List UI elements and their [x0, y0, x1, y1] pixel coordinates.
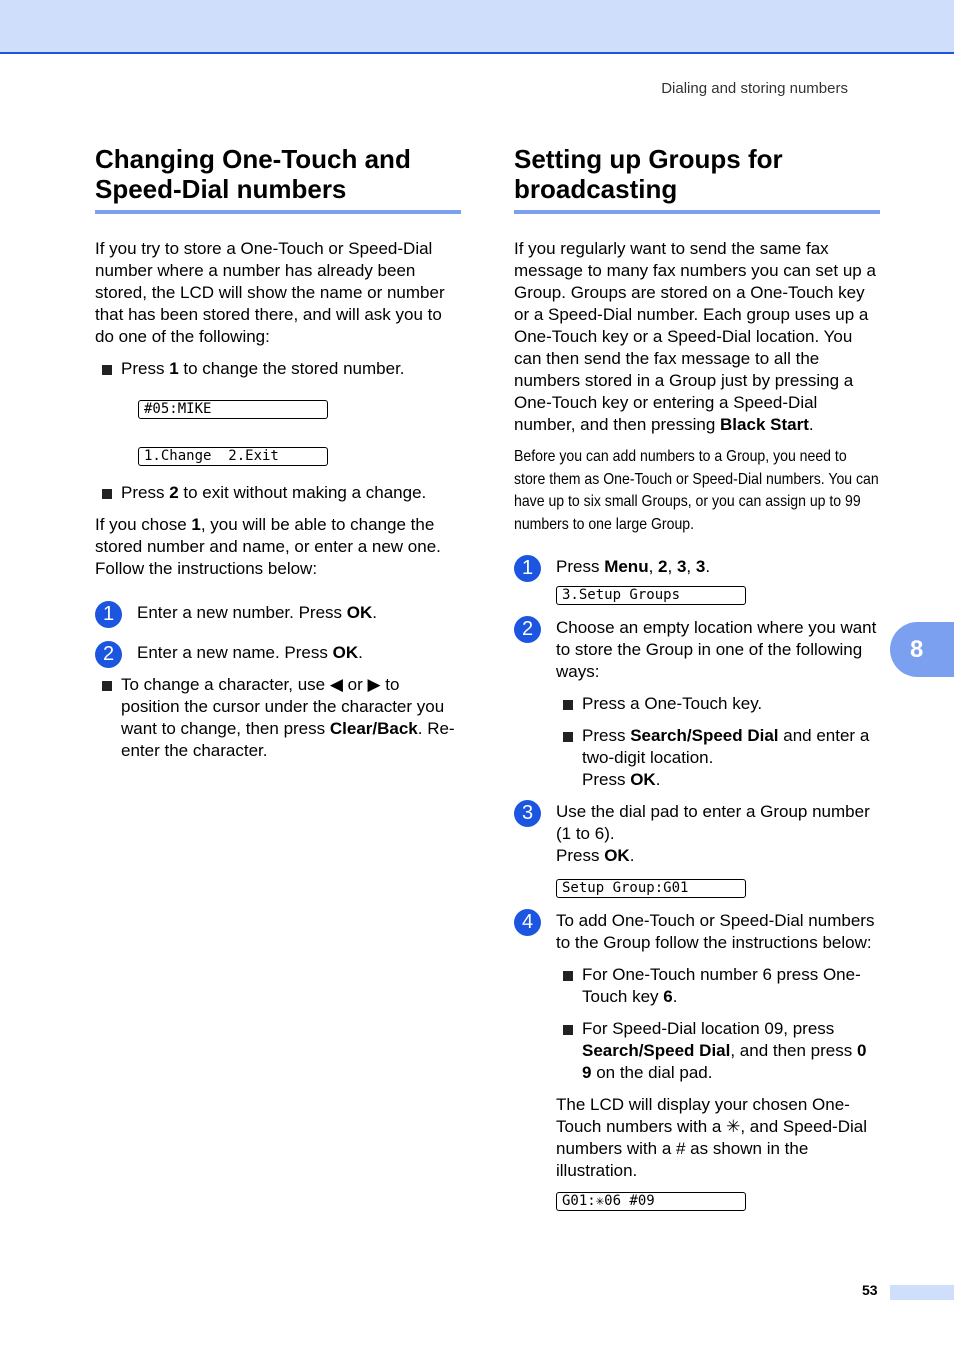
right-column [514, 144, 880, 1211]
bullet-square-icon [563, 971, 573, 981]
bullet-square-icon [102, 365, 112, 375]
lcd-display: 1.Change 2.Exit [138, 447, 328, 466]
star-icon: ✳ [726, 1117, 741, 1136]
bullet-square-icon [563, 700, 573, 710]
intro-paragraph: If you try to store a One-Touch or Speed-Dial number where a number has already been stored, the LCD will show the name or number that has been stored there, and will ask you to do one of the following: [95, 239, 445, 346]
running-title: Dialing and storing numbers [661, 80, 848, 97]
bullet-change-character: To change a character, use ◀ or ▶ to position the cursor under the character you want to change, then press Clear/Back. Re-enter the character. [95, 674, 461, 762]
bullet-speed-dial-location: For Speed-Dial location 09, press Search/Speed Dial, and then press 0 9 on the dial pad. [556, 1018, 880, 1084]
bullet-square-icon [102, 489, 112, 499]
bullet-square-icon [102, 681, 112, 691]
section-title-changing-numbers: Changing One-Touch and Speed-Dial numbers [95, 144, 461, 214]
lcd-display: G01:✳06 #09 [556, 1192, 746, 1211]
step-number-icon: 2 [514, 616, 541, 643]
step-3: 3 Use the dial pad to enter a Group number (1 to 6). Press OK. [514, 801, 880, 867]
step-1: 1 Enter a new number. Press OK. [95, 602, 461, 624]
lcd-display: Setup Group:G01 [556, 879, 746, 898]
header-bar [0, 0, 954, 54]
bullet-press-1: Press 1 to change the stored number. [95, 358, 461, 380]
lcd-display-explanation: The LCD will display your chosen One-Touch numbers with a ✳, and Speed-Dial numbers with a # as shown in the illustration. [556, 1095, 867, 1180]
page-number-bar [890, 1285, 954, 1300]
bullet-square-icon [563, 732, 573, 742]
bullet-press-one-touch: Press a One-Touch key. [556, 693, 880, 715]
chapter-tab: 8 [890, 622, 954, 677]
groups-intro-paragraph: If you regularly want to send the same fax message to many fax numbers you can set up a Group. Groups are stored on a One-Touch key or a Speed-Dial number. Each group uses up a One-Touch key or a Speed-Dial location. You can then send the fax message to all the numbers stored in a Group just by pressing a One-Touch key or entering a Speed-Dial number, and then pressing Black Start. [514, 239, 876, 434]
lcd-display: #05:MIKE [138, 400, 328, 419]
right-arrow-icon: ▶ [367, 675, 381, 694]
step-number-icon: 3 [514, 800, 541, 827]
lcd-display: 3.Setup Groups [556, 586, 746, 605]
step-number-icon: 1 [95, 601, 122, 628]
section-title-groups: Setting up Groups for broadcasting [514, 144, 880, 214]
bullet-one-touch-number: For One-Touch number 6 press One-Touch key 6. [556, 964, 880, 1008]
note-paragraph: Before you can add numbers to a Group, you need to store them as One-Touch or Speed-Dial numbers. You can have up to six small Groups, or you can assign up to 99 numbers to one large Group. [514, 448, 879, 533]
step-4: 4 To add One-Touch or Speed-Dial numbers to the Group follow the instructions below: [514, 910, 880, 954]
step-number-icon: 1 [514, 555, 541, 582]
step-1: 1 Press Menu, 2, 3, 3. [514, 556, 880, 578]
page-number: 53 [862, 1282, 878, 1298]
follow-instructions-paragraph: If you chose 1, you will be able to change the stored number and name, or enter a new one. Follow the instructions below: [95, 515, 441, 578]
step-number-icon: 2 [95, 641, 122, 668]
step-2: 2 Enter a new name. Press OK. [95, 642, 461, 664]
step-number-icon: 4 [514, 909, 541, 936]
bullet-square-icon [563, 1025, 573, 1035]
step-2: 2 Choose an empty location where you want to store the Group in one of the following ways: [514, 617, 880, 683]
bullet-press-search-speed-dial: Press Search/Speed Dial and enter a two-digit location. Press OK. [556, 725, 880, 791]
left-arrow-icon: ◀ [329, 675, 343, 694]
left-column [95, 144, 461, 762]
bullet-press-2: Press 2 to exit without making a change. [95, 482, 461, 504]
